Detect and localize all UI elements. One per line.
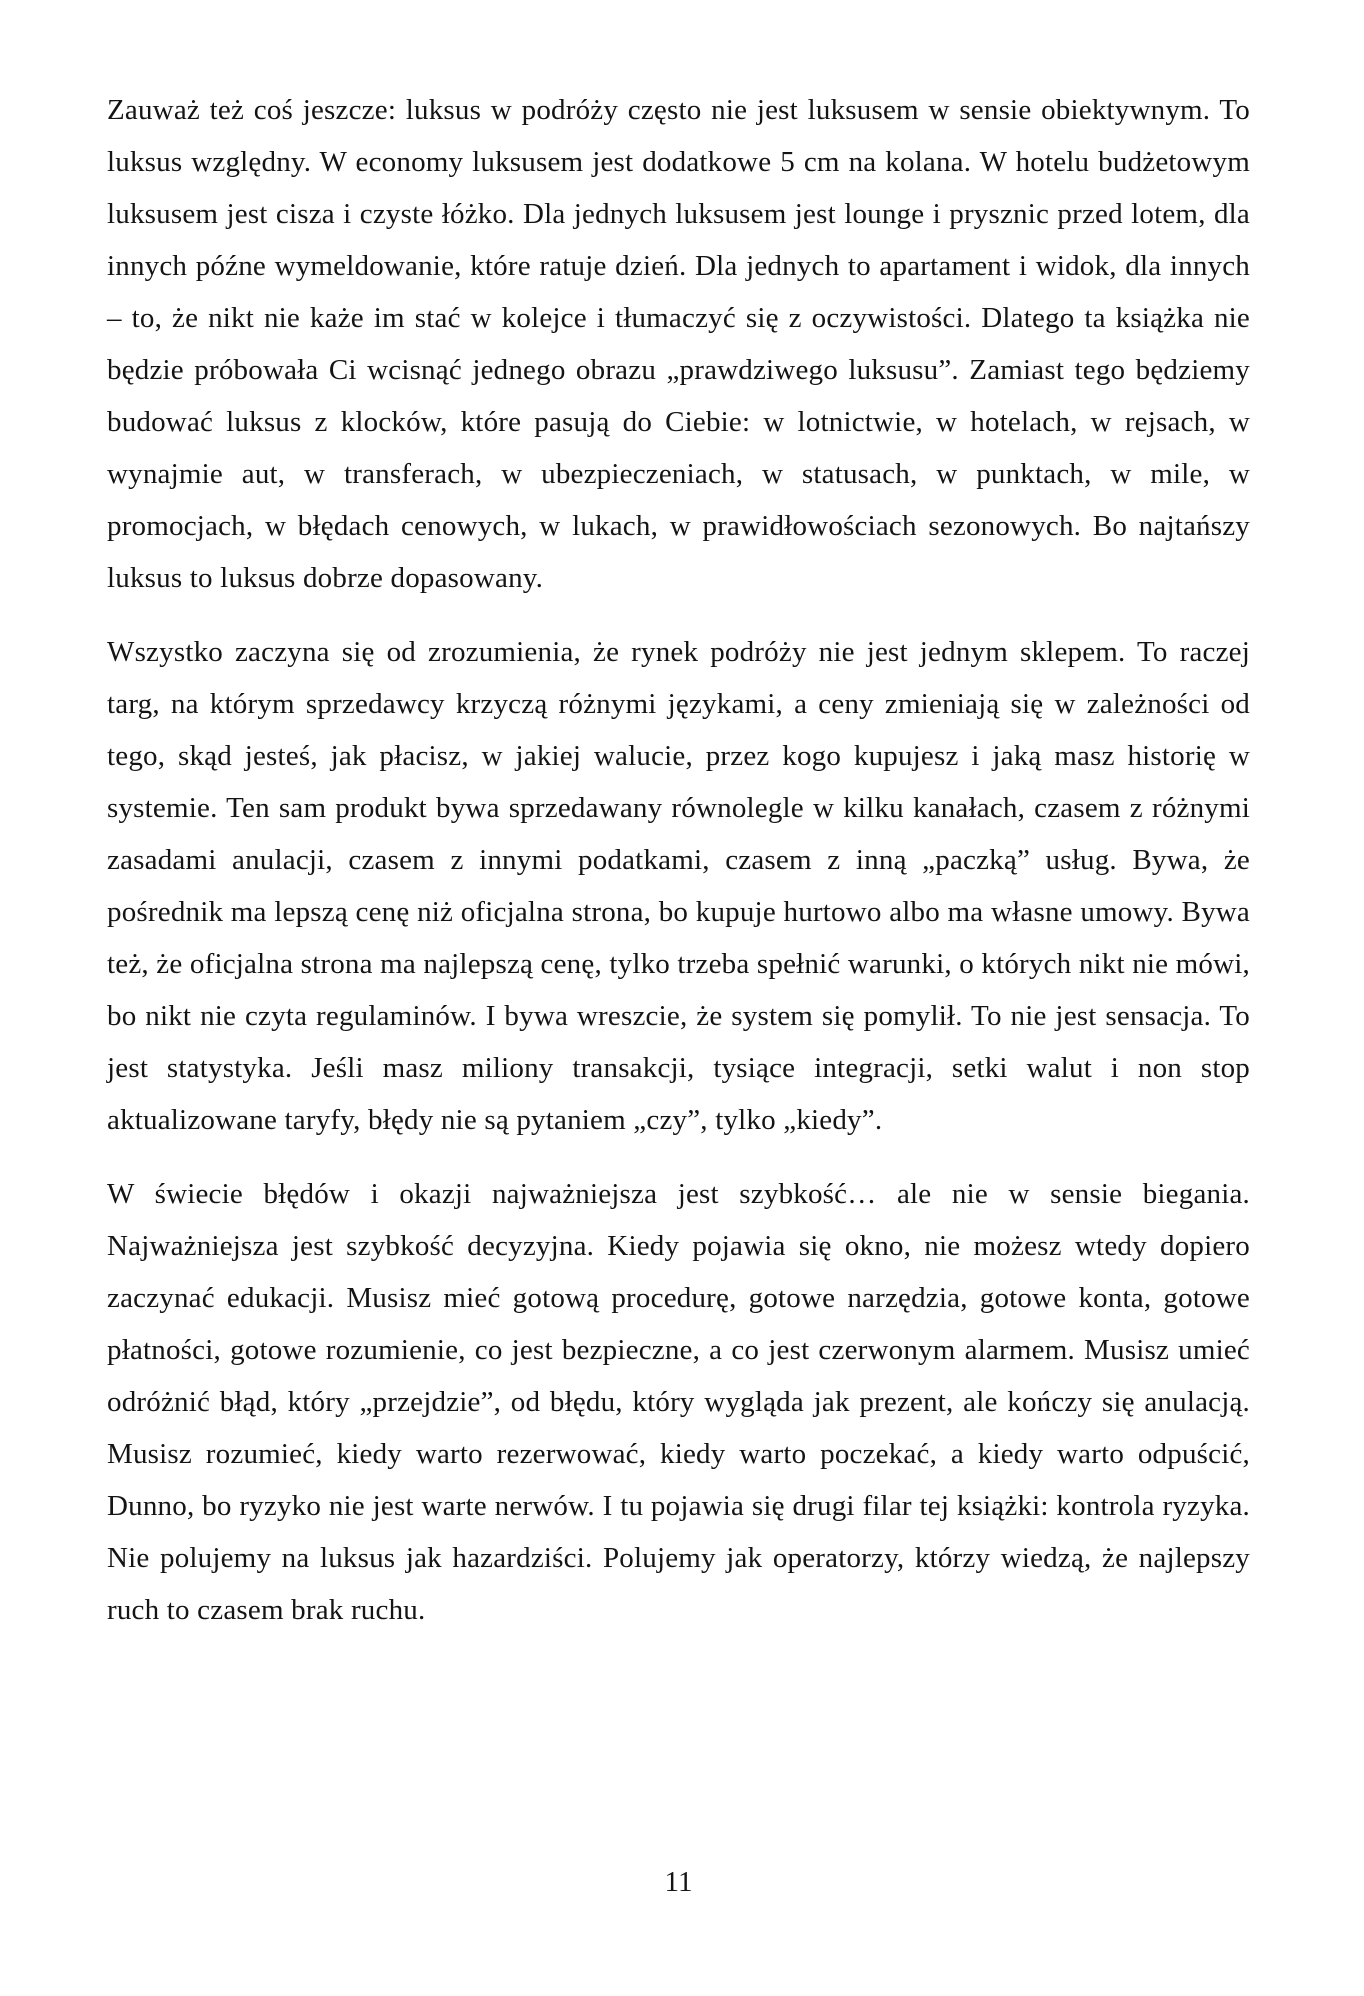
body-text xyxy=(107,84,1250,1636)
paragraph-3: W świecie błędów i okazji najważniejsza jest szybkość… ale nie w sensie biegania. Najważniejsza jest szybkość decyzyjna. Kiedy pojawia się okno, nie możesz wtedy dopiero zaczynać edukacji. Musisz mieć gotową procedurę, gotowe narzędzia, gotowe konta, gotowe płatności, gotowe rozumienie, co jest bezpieczne, a co jest czerwonym alarmem. Musisz umieć odróżnić błąd, który „przejdzie”, od błędu, który wygląda jak prezent, ale kończy się anulacją. Musisz rozumieć, kiedy warto rezerwować, kiedy warto poczekać, a kiedy warto odpuścić, Dunno, bo ryzyko nie jest warte nerwów. I tu pojawia się drugi filar tej książki: kontrola ryzyka. Nie polujemy na luksus jak hazardziści. Polujemy jak operatorzy, którzy wiedzą, że najlepszy ruch to czasem brak ruchu. xyxy=(107,1178,1250,1626)
paragraph-2: Wszystko zaczyna się od zrozumienia, że rynek podróży nie jest jednym sklepem. To raczej targ, na którym sprzedawcy krzyczą różnymi językami, a ceny zmieniają się w zależności od tego, skąd jesteś, jak płacisz, w jakiej walucie, przez kogo kupujesz i jaką masz historię w systemie. Ten sam produkt bywa sprzedawany równolegle w kilku kanałach, czasem z różnymi zasadami anulacji, czasem z innymi podatkami, czasem z inną „paczką” usług. Bywa, że pośrednik ma lepszą cenę niż oficjalna strona, bo kupuje hurtowo albo ma własne umowy. Bywa też, że oficjalna strona ma najlepszą cenę, tylko trzeba spełnić warunki, o których nikt nie mówi, bo nikt nie czyta regulaminów. I bywa wreszcie, że system się pomylił. To nie jest sensacja. To jest statystyka. Jeśli masz miliony transakcji, tysiące integracji, setki walut i non stop aktualizowane taryfy, błędy nie są pytaniem „czy”, tylko „kiedy”. xyxy=(107,636,1250,1136)
paragraph-1: Zauważ też coś jeszcze: luksus w podróży często nie jest luksusem w sensie obiektywnym. To luksus względny. W economy luksusem jest dodatkowe 5 cm na kolana. W hotelu budżetowym luksusem jest cisza i czyste łóżko. Dla jednych luksusem jest lounge i prysznic przed lotem, dla innych późne wymeldowanie, które ratuje dzień. Dla jednych to apartament i widok, dla innych – to, że nikt nie każe im stać w kolejce i tłumaczyć się z oczywistości. Dlatego ta książka nie będzie próbowała Ci wcisnąć jednego obrazu „prawdziwego luksusu”. Zamiast tego będziemy budować luksus z klocków, które pasują do Ciebie: w lotnictwie, w hotelach, w rejsach, w wynajmie aut, w transferach, w ubezpieczeniach, w statusach, w punktach, w mile, w promocjach, w błędach cenowych, w lukach, w prawidłowościach sezonowych. Bo najtańszy luksus to luksus dobrze dopasowany. xyxy=(107,94,1250,594)
page-number: 11 xyxy=(664,1866,693,1898)
